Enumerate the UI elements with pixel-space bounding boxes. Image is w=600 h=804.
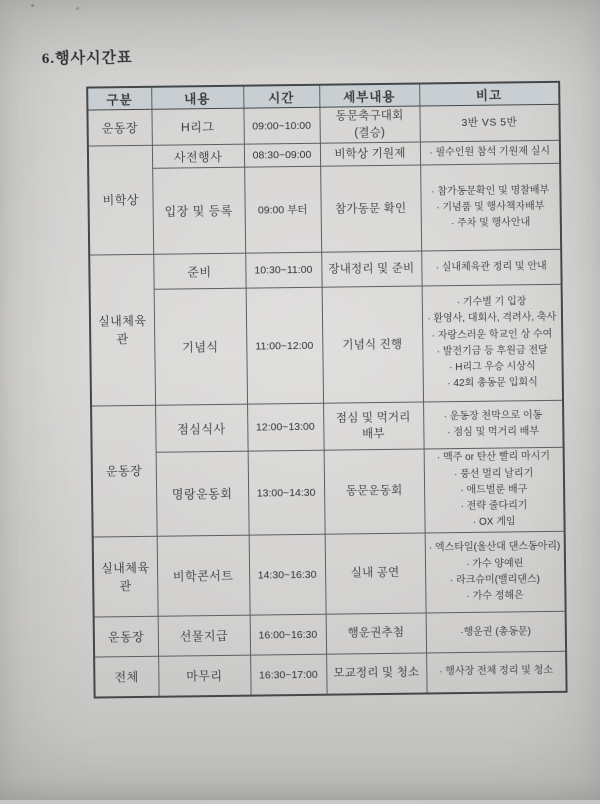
column-header: 비고 [419,82,559,106]
cell-content: 점심식사 [155,404,248,452]
cell-detail [326,653,426,694]
cell-content: 마무리 [158,655,250,696]
cell-group: 실내체육관 [89,255,155,407]
cell-detail-line: 참가동문 확인 [334,202,407,216]
cell-notes-line: · 행사장 전체 정리 및 청소 [439,665,554,678]
cell-notes-line: · 가수 양예린 [466,557,524,570]
cell-content: H리그 [151,108,243,145]
cell-notes-line: · OX 게임 [472,516,516,528]
cell-content: 선물지급 [158,615,250,656]
cell-content: 사전행사 [152,145,244,169]
column-header: 구분 [87,87,151,110]
cell-notes-line: · 운동장 천막으로 이동 [443,410,543,423]
cell-time: 12:00~13:00 [247,404,324,452]
cell-notes-line: · 환영사, 대회사, 격려사, 축사 [427,312,557,325]
cell-notes [419,104,559,142]
cell-notes [420,164,561,252]
table-row [91,401,564,454]
cell-content: 준비 [153,254,245,290]
cell-notes-line: · 가수 정해은 [466,590,524,602]
cell-notes-line: · 기수별 기 입장 [456,296,527,309]
cell-group: 운동장 [94,617,158,658]
cell-detail [319,106,419,144]
cell-group: 실내체육관 [93,537,158,618]
cell-notes-line: · 필수인원 참석 기원제 실시 [429,146,551,159]
cell-time: 09:00~10:00 [243,107,319,144]
cell-detail [320,165,421,252]
cell-time: 16:00~16:30 [250,614,326,655]
table-row [94,612,566,658]
cell-detail-line: 비학상 기원제 [334,147,406,161]
column-header: 시간 [243,85,319,108]
cell-detail [324,449,425,534]
cell-time: 08:30~09:00 [244,144,320,168]
cell-detail [321,251,421,287]
cell-notes-line: · 라크슈미(밸리댄스) [449,573,541,586]
cell-detail [322,286,423,403]
cell-detail [320,142,420,166]
cell-content: 비학콘서트 [157,535,250,616]
schedule-table-body [87,104,566,697]
cell-group: 비학상 [88,146,153,256]
cell-notes-line: · 자랑스러운 학교인 상 수여 [431,328,553,342]
cell-time: 14:30~16:30 [249,534,326,615]
cell-notes [422,285,563,403]
cell-notes-line: · 발전기금 등 후원금 전달 [436,344,548,358]
cell-notes-line: · 전략 줄다리기 [460,500,528,512]
cell-notes-line: · 기념품 및 행사책자배부 [436,200,545,214]
cell-detail-line: (결승) [354,126,386,139]
cell-notes-line: · 엑스타일(울산대 댄스동아리) [428,541,561,554]
cell-detail [325,533,426,614]
cell-detail-line: 배부 [362,428,385,441]
table-row [92,448,565,538]
cell-notes-line: · 점심 및 먹거리 배부 [447,426,540,439]
cell-notes-line: 3반 VS 5반 [461,116,518,130]
cell-notes [420,141,560,166]
cell-notes [425,532,566,614]
cell-detail-line: 점심 및 먹거리 [335,411,411,425]
cell-notes [421,250,561,287]
cell-notes-line: · 맥주 or 탄산 빨리 마시기 [436,451,551,464]
cell-time: 09:00 부터 [244,167,321,254]
cell-detail [323,402,424,450]
cell-notes [426,652,566,694]
cell-notes-line: · 실내체육관 정리 및 안내 [435,261,547,274]
cell-detail-line: 실내 공연 [350,567,400,580]
cell-detail-line: 기념식 진행 [342,338,403,351]
cell-content: 입장 및 등록 [152,168,245,255]
cell-notes [426,612,566,654]
cell-detail-line: 모교정리 및 청소 [333,666,420,680]
cell-notes-line: · 풍선 멀리 날리기 [453,467,534,480]
table-row [90,285,563,407]
cell-time: 11:00~12:00 [246,288,323,405]
cell-notes-line: · 주차 및 행사안내 [450,217,531,230]
cell-detail-line: 동문축구대회 [335,109,404,123]
table-row [94,652,566,698]
cell-notes-line: · 참가동문확인 및 명찰배부 [431,184,550,197]
cell-notes [423,401,564,450]
cell-notes-line: · 42회 총동문 입회식 [447,377,538,390]
cell-detail [326,613,426,654]
cell-group: 전체 [94,657,158,698]
table-row [87,104,559,146]
document-title: 6.행사시간표 [41,50,133,68]
cell-detail-line: 장내정리 및 준비 [328,262,415,276]
cell-time: 16:30~17:00 [250,654,326,695]
schedule-table [86,81,567,699]
cell-group: 운동장 [91,406,157,538]
cell-content: 명랑운동회 [156,451,249,536]
cell-detail-line: 동문운동회 [345,485,403,498]
cell-notes-line: · H리그 우승 시상식 [449,361,536,374]
cell-notes-line: ·행운권 (총동문) [460,625,532,638]
cell-content: 기념식 [154,288,247,405]
column-header: 내용 [151,86,243,110]
cell-time: 10:30~11:00 [245,253,321,289]
cell-notes-line: · 애드벌룬 배구 [460,483,528,496]
table-row [88,164,561,256]
cell-time: 13:00~14:30 [248,451,325,536]
table-row [93,532,566,618]
cell-group: 운동장 [87,109,151,146]
column-header: 세부내용 [319,84,419,108]
table-row [89,250,561,291]
cell-detail-line: 행운권추첨 [347,627,405,640]
cell-notes [424,448,565,534]
